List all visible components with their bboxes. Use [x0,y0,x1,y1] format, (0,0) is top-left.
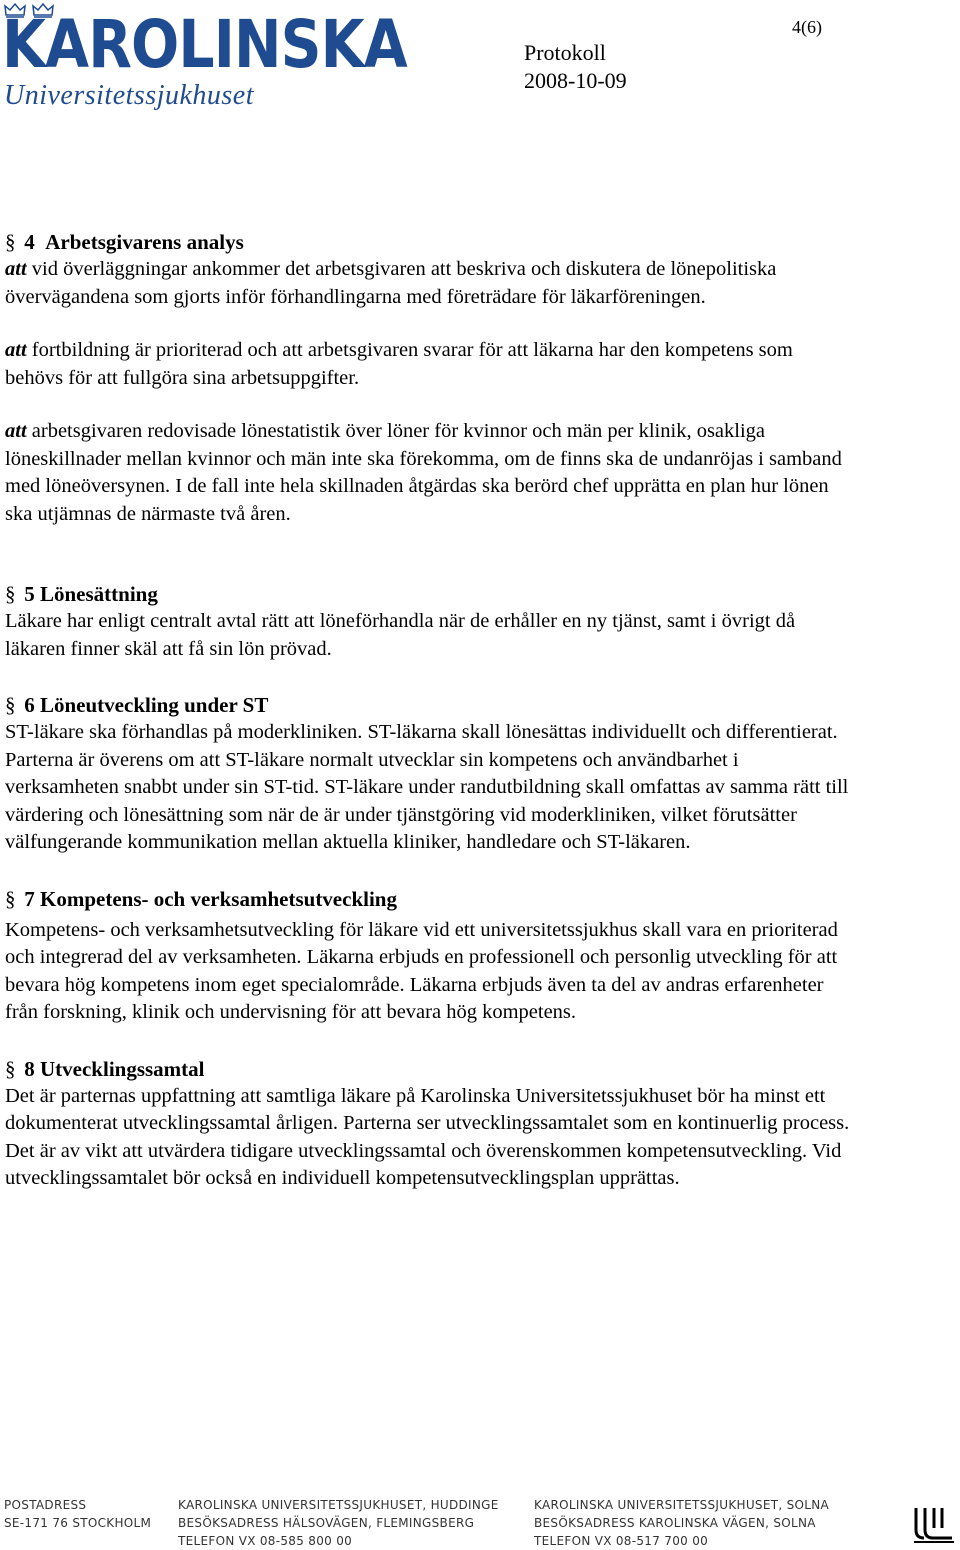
page-number: 4(6) [792,17,822,37]
jll-emblem-icon [912,1506,956,1544]
section-sign: § [5,582,16,606]
logo-subtitle: Universitetssjukhuset [4,80,255,111]
paragraph: att vid överläggningar ankommer det arbetsgivaren att beskriva och diskutera de lönepolitiska övervägandena som gjorts inför förhandlingarna med företrädare för läkarföreningen. [5,258,777,308]
paragraph: Det är parternas uppfattning att samtliga läkare på Karolinska Universitetssjukhuset bör ha minst ett dokumenterat utvecklingssamtal årligen. Parterna ser utvecklingssamtalet som en kontinuerlig process. Det är av vikt att utvärdera tidigare utvecklingssamtal och överenskommen kompetensutveckling. Vid utvecklingssamtalet bör också en individuell kompetensutvecklingsplan upprättas. [5,1084,850,1189]
document-date: 2008-10-09 [524,68,627,93]
footer-solna-address: KAROLINSKA UNIVERSITETSSJUKHUSET, SOLNA BESÖKSADRESS KAROLINSKA VÄGEN, SOLNA TELEFON VX 08-517 700 00 [534,1498,830,1548]
karolinska-logo [0,0,480,120]
section-title: Utvecklingssamtal [40,1056,205,1081]
section-heading [5,1055,853,1083]
section-number: 6 [24,693,35,717]
section-number: 8 [24,1056,35,1081]
section-sign: § [5,1056,16,1081]
page-footer [0,1496,960,1548]
att-keyword: att [5,420,27,442]
att-keyword: att [5,339,27,361]
logo-wordmark: KAROLINSKA [2,6,407,83]
section-heading [5,885,853,913]
section-number: 5 [24,582,35,606]
section-4 [5,228,853,528]
section-title: Löneutveckling under ST [40,693,269,717]
document-type: Protokoll [524,40,606,65]
section-number: 4 [24,230,35,254]
paragraph: att fortbildning är prioriterad och att arbetsgivaren svarar för att läkarna har den kompetens som behövs för att fullgöra sina arbetsuppgifter. [5,339,793,389]
section-title: Arbetsgivarens analys [45,230,244,254]
paragraph: Kompetens- och verksamhetsutveckling för läkare vid ett universitetssjukhus skall vara en prioriterad och integrerad del av verksamheten. Läkarna erbjuds en professionell och personlig utveckling för att bevara hög kompetens inom eget specialområde. Läkarna erbjuds även ta del av andras erfarenheter från forskning, klinik och undervisning för att bevara hög kompetens. [5,918,838,1023]
section-7 [5,885,853,1027]
section-sign: § [5,693,16,717]
footer-huddinge-address: KAROLINSKA UNIVERSITETSSJUKHUSET, HUDDINGE BESÖKSADRESS HÄLSOVÄGEN, FLEMINGSBERG TELEFON VX 08-585 800 00 [178,1498,499,1548]
paragraph: ST-läkare ska förhandlas på moderkliniken. ST-läkarna skall lönesättas individuellt och differentierat. Parterna är överens om att ST-läkare normalt utvecklar sin kompetens och användbarhet i verksamheten snabbt under sin ST-tid. ST-läkare under randutbildning skall omfattas av samma rätt till värdering och lönesättning som när de är under tjänstgöring vid moderkliniken, vilket förutsätter välfungerande kommunikation mellan aktuella kliniker, handledare och ST-läkaren. [5,721,849,853]
section-title: Lönesättning [40,582,158,606]
paragraph: att arbetsgivaren redovisade lönestatistik över löner för kvinnor och män per klinik, osakliga löneskillnader mellan kvinnor och män inte ska förekomma, om de finns ska de undanröjas i samband med löneöversynen. I de fall inte hela skillnaden åtgärdas ska berörd chef upprätta en plan hur lönen ska utjämnas de närmaste två åren. [5,420,842,525]
footer-postal-address: POSTADRESS SE-171 76 STOCKHOLM [4,1498,152,1530]
section-6 [5,691,853,857]
section-heading [5,691,853,719]
section-number: 7 [24,886,35,911]
section-sign: § [5,230,16,254]
section-title: Kompetens- och verksamhetsutveckling [40,886,397,911]
document-body [5,228,853,1193]
paragraph: Läkare har enligt centralt avtal rätt att löneförhandla när de erhåller en ny tjänst, samt i övrigt då läkaren finner skäl att få sin lön prövad. [5,610,796,660]
section-sign: § [5,886,16,911]
section-heading [5,580,853,608]
section-heading [5,228,853,256]
section-8 [5,1055,853,1193]
att-keyword: att [5,258,27,280]
section-5 [5,580,853,663]
